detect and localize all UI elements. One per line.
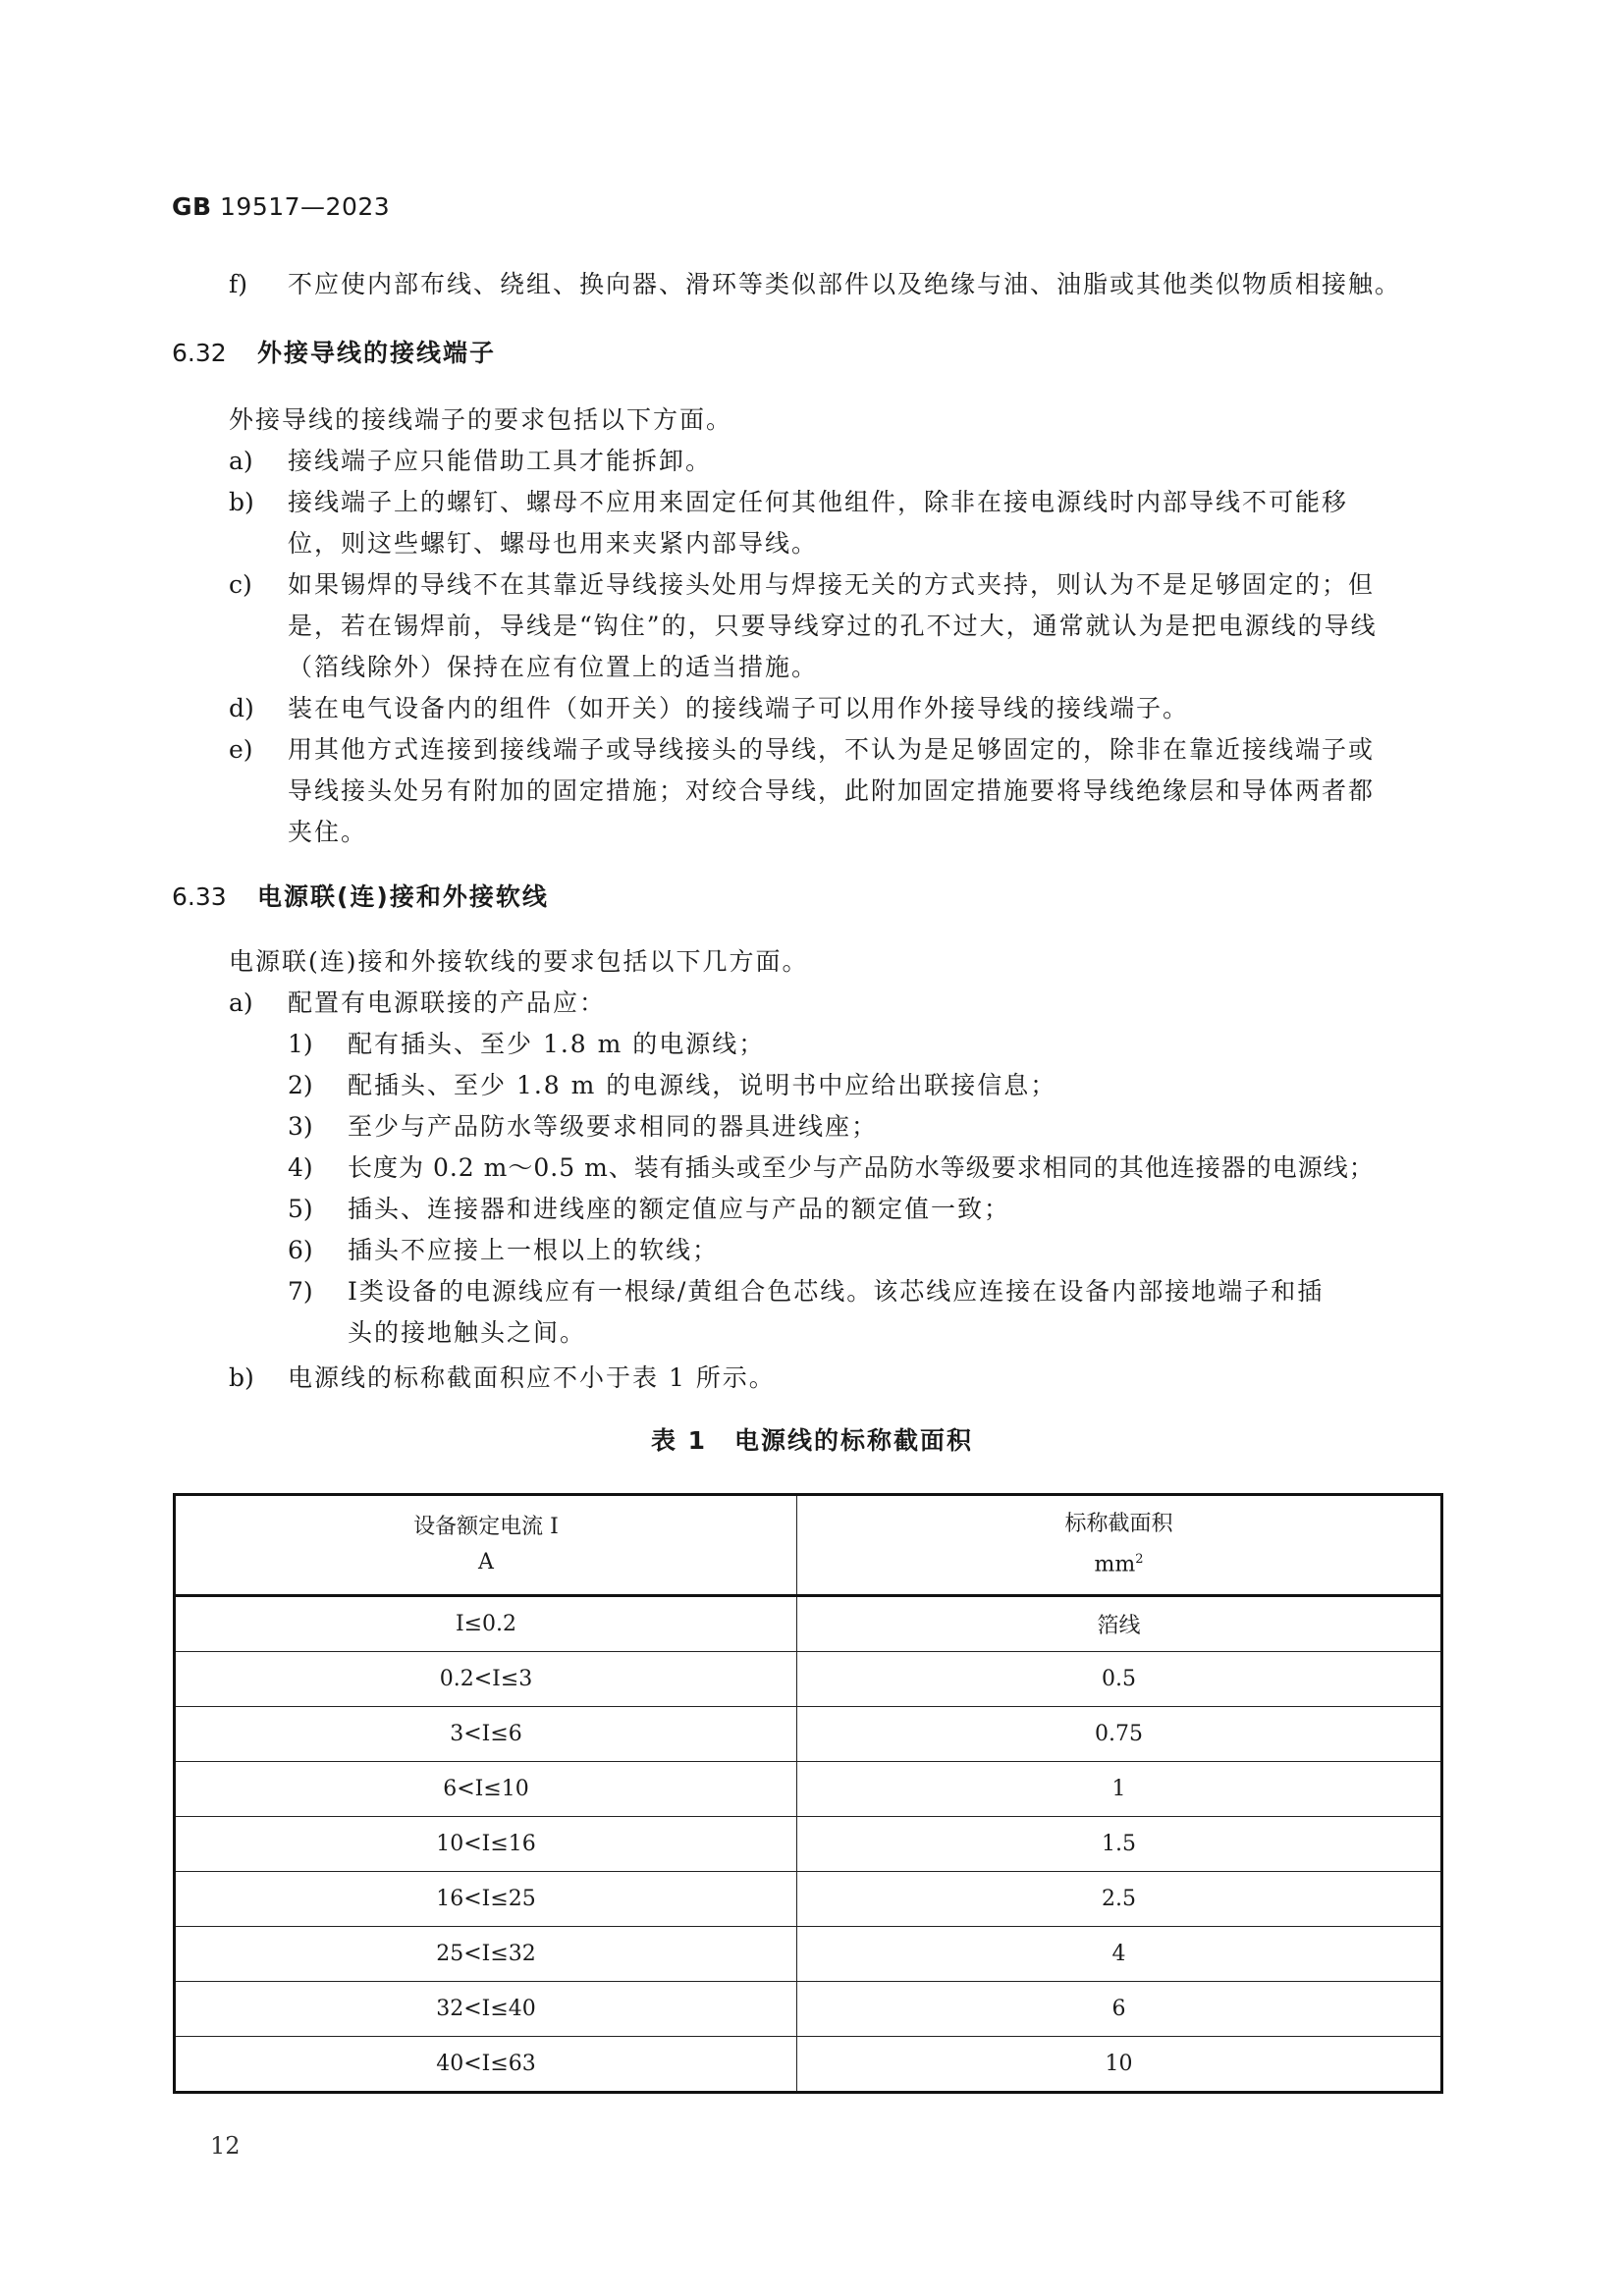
subitem-text: 插头不应接上一根以上的软线； bbox=[348, 1236, 720, 1264]
area-unit-sup: 2 bbox=[1135, 1552, 1144, 1568]
table-row bbox=[175, 2037, 1442, 2093]
cross-section-table bbox=[173, 1493, 1443, 2094]
subitem-label: 5) bbox=[288, 1195, 313, 1223]
subitem-label: 2) bbox=[288, 1071, 313, 1099]
subitem-text: 配插头、至少 1.8 m 的电源线，说明书中应给出联接信息； bbox=[348, 1071, 1057, 1099]
item-label: e) bbox=[229, 735, 253, 764]
area-cell: 0.5 bbox=[797, 1652, 1442, 1707]
subitem-text: 头的接地触头之间。 bbox=[348, 1318, 587, 1347]
table-row bbox=[175, 1817, 1442, 1872]
subitem-text: Ⅰ类设备的电源线应有一根绿/黄组合色芯线。该芯线应连接在设备内部接地端子和插 bbox=[348, 1277, 1325, 1306]
table-caption-number: 表 1 bbox=[650, 1426, 708, 1455]
section-intro: 外接导线的接线端子的要求包括以下方面。 bbox=[229, 405, 733, 434]
item-text: 用其他方式连接到接线端子或导线接头的导线，不认为是足够固定的，除非在靠近接线端子或 bbox=[288, 735, 1376, 764]
section-number: 6.33 bbox=[172, 882, 227, 911]
section-title: 电源联(连)接和外接软线 bbox=[257, 882, 549, 911]
item-label: f) bbox=[229, 270, 248, 298]
item-text: 接线端子上的螺钉、螺母不应用来固定任何其他组件，除非在接电源线时内部导线不可能移 bbox=[288, 488, 1349, 516]
current-cell: I≤0.2 bbox=[175, 1596, 797, 1652]
table-row bbox=[175, 1596, 1442, 1652]
subitem-label: 6) bbox=[288, 1236, 313, 1264]
item-text: 配置有电源联接的产品应： bbox=[288, 988, 607, 1017]
document-header bbox=[172, 192, 390, 221]
current-cell: 16<I≤25 bbox=[175, 1872, 797, 1927]
item-text: 接线端子应只能借助工具才能拆卸。 bbox=[288, 447, 713, 475]
table-row bbox=[175, 1707, 1442, 1762]
current-cell: 25<I≤32 bbox=[175, 1927, 797, 1982]
header-current-unit: A bbox=[478, 1550, 494, 1575]
section-title: 外接导线的接线端子 bbox=[257, 339, 497, 367]
header-cell-area bbox=[797, 1495, 1442, 1596]
item-label: c) bbox=[229, 570, 252, 599]
current-cell: 40<I≤63 bbox=[175, 2037, 797, 2093]
area-unit-base: mm bbox=[1094, 1552, 1136, 1577]
subitem-text: 配有插头、至少 1.8 m 的电源线； bbox=[348, 1030, 766, 1058]
item-label: a) bbox=[229, 988, 253, 1017]
item-label: d) bbox=[229, 694, 254, 722]
table-header-row bbox=[175, 1495, 1442, 1596]
item-text: （箔线除外）保持在应有位置上的适当措施。 bbox=[288, 653, 819, 681]
item-text: 如果锡焊的导线不在其靠近导线接头处用与焊接无关的方式夹持，则认为不是足够固定的；但 bbox=[288, 570, 1376, 599]
item-label: a) bbox=[229, 447, 253, 475]
page-number: 12 bbox=[210, 2132, 241, 2160]
subitem-label: 3) bbox=[288, 1112, 313, 1141]
table-row bbox=[175, 1652, 1442, 1707]
header-area-label: 标称截面积 bbox=[1064, 1512, 1173, 1537]
item-text: 导线接头处另有附加的固定措施；对绞合导线，此附加固定措施要将导线绝缘层和导体两者都 bbox=[288, 776, 1376, 805]
item-label: b) bbox=[229, 488, 254, 516]
header-current-label: 设备额定电流 I bbox=[413, 1515, 559, 1539]
subitem-text: 插头、连接器和进线座的额定值应与产品的额定值一致； bbox=[348, 1195, 1011, 1223]
item-text: 装在电气设备内的组件（如开关）的接线端子可以用作外接导线的接线端子。 bbox=[288, 694, 1190, 722]
doc-number: 19517—2023 bbox=[220, 192, 391, 221]
current-cell: 3<I≤6 bbox=[175, 1707, 797, 1762]
current-cell: 10<I≤16 bbox=[175, 1817, 797, 1872]
table-row bbox=[175, 1872, 1442, 1927]
area-cell: 箔线 bbox=[797, 1596, 1442, 1652]
subitem-text: 至少与产品防水等级要求相同的器具进线座； bbox=[348, 1112, 879, 1141]
item-text: 夹住。 bbox=[288, 818, 368, 846]
current-cell: 0.2<I≤3 bbox=[175, 1652, 797, 1707]
section-number: 6.32 bbox=[172, 339, 227, 367]
subitem-label: 1) bbox=[288, 1030, 313, 1058]
subitem-text: 长度为 0.2 m～0.5 m、装有插头或至少与产品防水等级要求相同的其他连接器的电源线； bbox=[348, 1153, 1375, 1182]
table-caption bbox=[0, 1421, 1624, 1457]
current-cell: 32<I≤40 bbox=[175, 1982, 797, 2037]
header-cell-current bbox=[175, 1495, 797, 1596]
item-label: b) bbox=[229, 1363, 254, 1392]
area-cell: 0.75 bbox=[797, 1707, 1442, 1762]
subitem-label: 7) bbox=[288, 1277, 313, 1306]
item-text: 电源线的标称截面积应不小于表 1 所示。 bbox=[288, 1363, 776, 1392]
area-cell: 2.5 bbox=[797, 1872, 1442, 1927]
area-cell: 6 bbox=[797, 1982, 1442, 2037]
area-cell: 4 bbox=[797, 1927, 1442, 1982]
area-cell: 10 bbox=[797, 2037, 1442, 2093]
table-row bbox=[175, 1762, 1442, 1817]
header-area-unit bbox=[797, 1542, 1440, 1582]
item-text: 是，若在锡焊前，导线是“钩住”的，只要导线穿过的孔不过大，通常就认为是把电源线的导线 bbox=[288, 612, 1378, 640]
item-text: 不应使内部布线、绕组、换向器、滑环等类似部件以及绝缘与油、油脂或其他类似物质相接触。 bbox=[288, 270, 1402, 298]
doc-code: GB bbox=[172, 192, 212, 221]
area-cell: 1 bbox=[797, 1762, 1442, 1817]
section-intro: 电源联(连)接和外接软线的要求包括以下几方面。 bbox=[229, 947, 809, 976]
table-caption-title: 电源线的标称截面积 bbox=[734, 1426, 974, 1455]
table-row bbox=[175, 1927, 1442, 1982]
area-cell: 1.5 bbox=[797, 1817, 1442, 1872]
current-cell: 6<I≤10 bbox=[175, 1762, 797, 1817]
item-text: 位，则这些螺钉、螺母也用来夹紧内部导线。 bbox=[288, 529, 819, 558]
table-row bbox=[175, 1982, 1442, 2037]
subitem-label: 4) bbox=[288, 1153, 313, 1182]
